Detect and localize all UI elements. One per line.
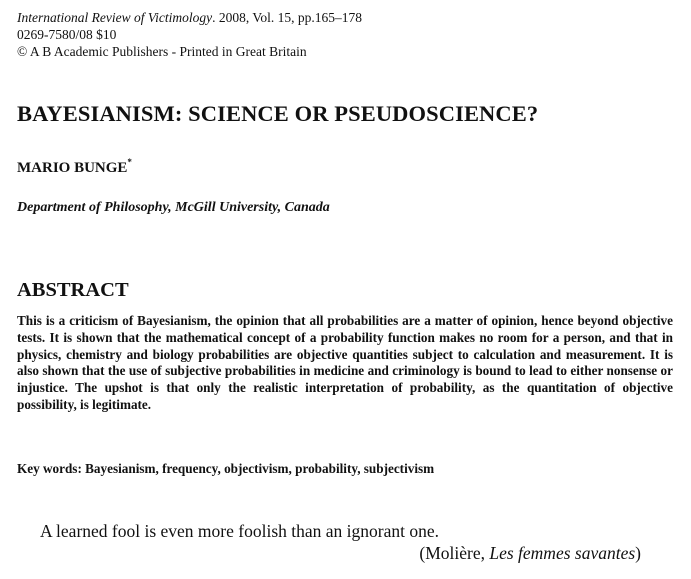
abstract-text: This is a criticism of Bayesianism, the opinion that all probabilities are a matter of opinion, hence beyond objective tests. It is shown that the mathematical concept of a probability function makes no room for a person, and that in physics, chemistry and biology probabilities are objective quantities subject to calculation and measurement. It is also shown that the use of subjective probabilities in medicine and criminology is bound to lead to either nonsense or injustice. The upshot is that only the realistic interpretation of probability, as the quantitation of objective possibility, is legitimate. — [17, 313, 673, 412]
abstract-heading: ABSTRACT — [17, 279, 129, 301]
article-title: BAYESIANISM: SCIENCE OR PSEUDOSCIENCE? — [17, 101, 539, 126]
journal-name: International Review of Victimology — [17, 10, 213, 25]
citation-details: . 2008, Vol. 15, pp.165–178 — [212, 10, 362, 25]
author-affiliation: Department of Philosophy, McGill University, Canada — [17, 200, 330, 215]
epigraph-source — [419, 543, 641, 564]
epigraph-quote: A learned fool is even more foolish than an ignorant one. — [40, 521, 439, 541]
publisher-line: © A B Academic Publishers - Printed in Great Britain — [17, 44, 307, 59]
author-name-text: MARIO BUNGE — [17, 160, 128, 176]
journal-citation-line — [17, 9, 362, 26]
journal-header — [17, 9, 362, 60]
author-footnote-mark: * — [127, 157, 132, 167]
keywords-line: Key words: Bayesianism, frequency, objectivism, probability, subjectivism — [17, 461, 435, 476]
issn-price: 0269-7580/08 $10 — [17, 27, 117, 42]
author-name — [17, 157, 132, 177]
epigraph-source-close: ) — [635, 543, 641, 563]
epigraph-source-work: Les femmes savantes — [489, 543, 636, 563]
epigraph-source-open: (Molière, — [419, 543, 490, 563]
